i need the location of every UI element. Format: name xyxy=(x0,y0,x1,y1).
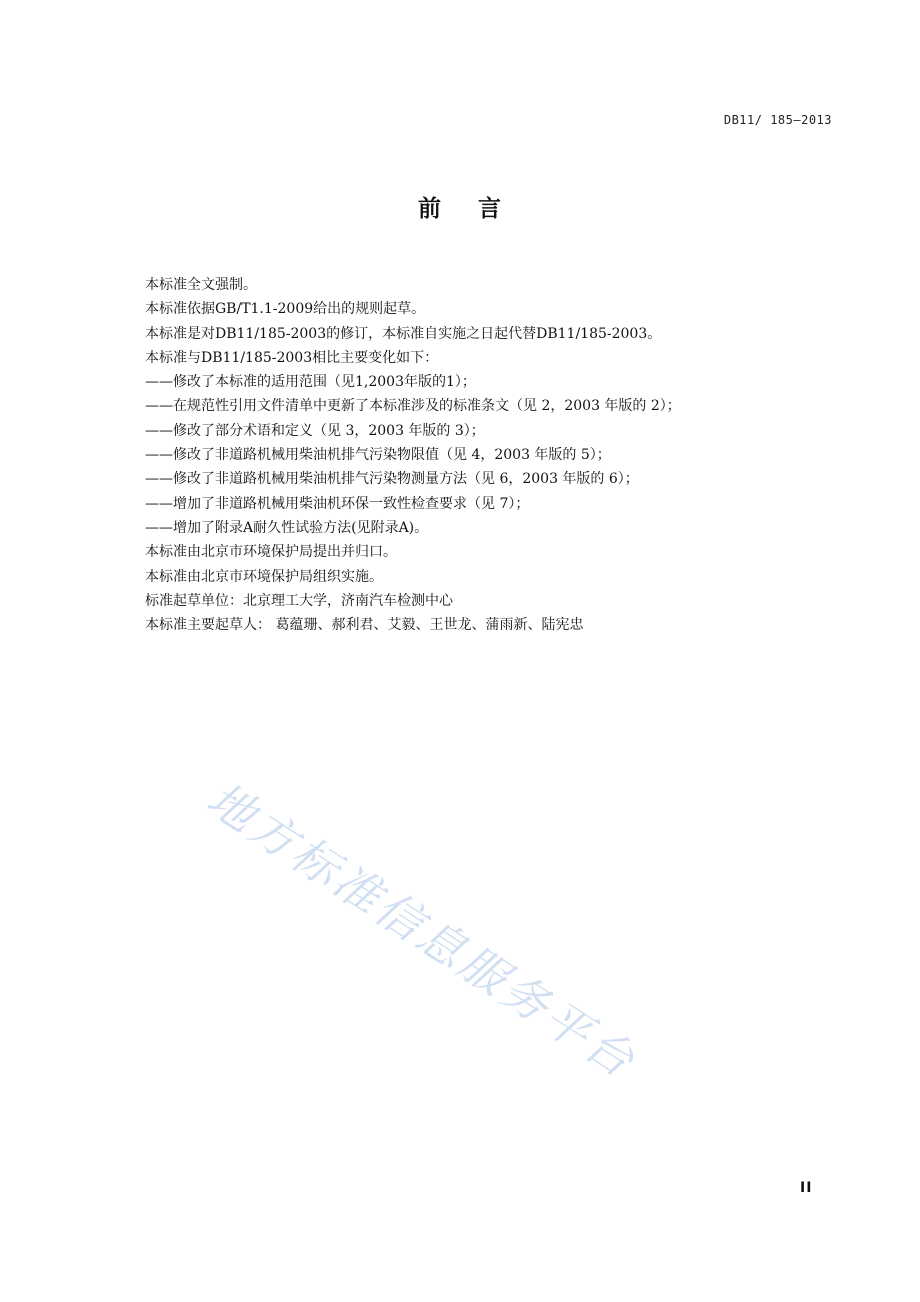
paragraph-mandatory: 本标准全文强制。 xyxy=(145,277,257,293)
change-item: ——修改了非道路机械用柴油机排气污染物测量方法（见 6，2003 年版的 6）； xyxy=(145,471,639,488)
document-code: DB11/ 185—2013 xyxy=(723,113,832,127)
paragraph-drafting-rules: 本标准依据GB/T1.1-2009给出的规则起草。 xyxy=(145,301,426,318)
watermark: 地方标准信息服务平台 xyxy=(197,771,647,1090)
paragraph-proposer: 本标准由北京市环境保护局提出并归口。 xyxy=(145,544,397,561)
change-item: ——增加了非道路机械用柴油机环保一致性检查要求（见 7）； xyxy=(145,495,530,512)
page-title: 前 言 xyxy=(417,196,503,222)
paragraph-drafting-units: 标准起草单位：北京理工大学，济南汽车检测中心 xyxy=(145,592,453,609)
paragraph-implementer: 本标准由北京市环境保护局组织实施。 xyxy=(145,568,383,585)
change-item: ——在规范性引用文件清单中更新了本标准涉及的标准条文（见 2，2003 年版的 2）； xyxy=(145,398,681,415)
page-number: II xyxy=(800,1180,813,1196)
paragraph-changes-intro: 本标准与DB11/185-2003相比主要变化如下： xyxy=(145,349,439,366)
change-item: ——增加了附录A耐久性试验方法(见附录A)。 xyxy=(145,519,429,536)
foreword-body xyxy=(145,273,845,637)
paragraph-drafters: 本标准主要起草人： 葛蕴珊、郝利君、艾毅、王世龙、蒲雨新、陆宪忠 xyxy=(145,617,584,634)
paragraph-revision: 本标准是对DB11/185-2003的修订，本标准自实施之日起代替DB11/185-2003。 xyxy=(145,325,662,342)
change-item: ——修改了部分术语和定义（见 3，2003 年版的 3）； xyxy=(145,422,485,439)
change-item: ——修改了非道路机械用柴油机排气污染物限值（见 4，2003 年版的 5）； xyxy=(145,447,611,464)
change-item: ——修改了本标准的适用范围（见1,2003年版的1）； xyxy=(145,374,476,391)
